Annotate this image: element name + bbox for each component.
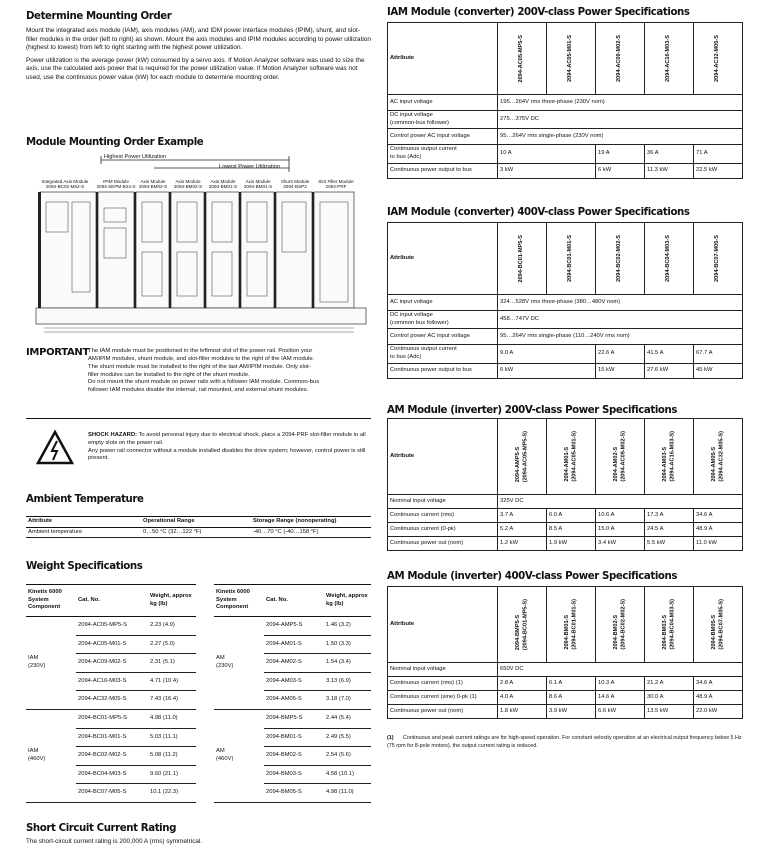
am200-row-value: 24.5 A <box>645 523 694 537</box>
am200-col-label: 2094-AM01-S (2094-AC05-M01-S) <box>563 431 577 482</box>
iam400-col-label: 2094-BC01-M01-S <box>567 235 574 282</box>
important-line: The IAM module must be positioned in the leftmost slot of the power rail. Position your <box>88 348 313 354</box>
am200-col-label: 2094-AM05-S (2094-AC32-M05-S) <box>710 431 724 482</box>
module-label-axis-1: Axis Module 2094-BM02-S <box>138 179 168 190</box>
am400-header-row <box>388 587 743 663</box>
ambient-table <box>26 516 371 538</box>
am400-attr-header: Attribute <box>388 587 498 663</box>
weight-value: 10.1 (22.3) <box>148 784 196 803</box>
weight-cat-no: 2094-BM02-S <box>264 747 324 766</box>
am200-row-value: 6.0 A <box>547 509 596 523</box>
am400-row-value: 4.0 A <box>498 691 547 705</box>
weight-value: 4.71 (10.4) <box>148 672 196 691</box>
iam200-row-value: 6 kW <box>596 163 645 178</box>
iam200-row-value: 19 A <box>596 145 645 163</box>
iam400-col-header <box>498 223 547 295</box>
iam200-row-value: 10 A <box>498 145 596 163</box>
am400-title: AM Module (inverter) 400V-class Power Specifications <box>387 571 678 582</box>
module-label-iam: Integrated Axis Module 2094-BC02-M02-S <box>41 179 89 190</box>
weight-value: 5.03 (11.1) <box>148 728 196 747</box>
iam200-row-label: Continuous power output to bus <box>388 163 498 178</box>
iam200-col-label: 2094-AC05-M01-S <box>567 35 574 82</box>
highest-power-label: Highest Power Utilization <box>104 154 167 160</box>
shock-hazard-text-2: Any power rail connector without a module installed disables the drive system; however, control power is still present. <box>88 447 366 462</box>
am400-col-label: 2094-BM01-S (2094-BC01-M01-S) <box>563 599 577 650</box>
iam400-row <box>388 295 743 311</box>
iam400-row-value: 67.7 A <box>694 345 743 363</box>
iam200-row <box>388 129 743 145</box>
footnote-text: Continuous and peak current ratings are for high-speed operation. For constant velocity operation at an electrical output frequency below 5 Hz (75 rpm for 8-pole motors), the output current rating is reduced. <box>387 735 742 749</box>
iam400-col-header <box>645 223 694 295</box>
weight-cat-no: 2094-AM03-S <box>264 672 324 691</box>
am400-row-value: 10.3 A <box>596 677 645 691</box>
am400-row-value: 13.5 kW <box>645 705 694 719</box>
weight-cat-no: 2094-BM03-S <box>264 765 324 784</box>
am400-col-label: 2094-BM02-S (2094-BC02-M02-S) <box>612 599 626 650</box>
weight-value: 3.13 (6.9) <box>324 672 371 691</box>
shock-hazard-text: To avoid personal injury due to electrical shock, place a 2094-PRF slot-filler module in all empty slots on the power rail. <box>88 432 366 446</box>
determine-title: Determine Mounting Order <box>26 11 172 22</box>
weight-cat-no: 2094-AC05-M01-S <box>76 635 148 654</box>
iam400-row <box>388 345 743 363</box>
module-label-axis-2: Axis Module 2094-BM02-S <box>173 179 203 190</box>
weight-cat-no: 2094-AM02-S <box>264 654 324 673</box>
ambient-title: Ambient Temperature <box>26 494 144 505</box>
weight-cat-no: 2094-AMP5-S <box>264 617 324 636</box>
iam400-row-value: 95…264V rms single-phase (110…240V rms nom) <box>498 329 743 345</box>
ambient-header: Operational Range <box>141 517 251 528</box>
module-label-slot-filler: Slot Filler Module 2094-PRF <box>318 179 354 190</box>
weight-value: 5.08 (11.2) <box>148 747 196 766</box>
am400-row-label: Nominal input voltage <box>388 663 498 677</box>
important-label: IMPORTANT <box>26 347 90 358</box>
iam400-row-value: 458…747V DC <box>498 311 743 329</box>
iam400-row-value: 6 kW <box>498 363 596 378</box>
iam400-header-row <box>388 223 743 295</box>
am400-col-label: 2094-BMP5-S (2094-BC01-MP5-S) <box>514 598 528 651</box>
weight-row <box>26 617 196 636</box>
iam400-col-label: 2094-BC07-M05-S <box>714 235 721 282</box>
iam400-title: IAM Module (converter) 400V-class Power Specifications <box>387 207 690 218</box>
iam400-col-label: 2094-BC02-M02-S <box>616 235 623 282</box>
mounting-diagram <box>34 152 370 342</box>
iam200-row-label: Continuous output current to bus (Adc) <box>388 145 498 163</box>
am200-col-header <box>596 419 645 495</box>
weight-cat-no: 2094-BC04-M03-S <box>76 765 148 784</box>
important-line: The shunt module must be installed to the right of the last AM/IPIM module. Only slot- <box>88 363 311 370</box>
am200-row-value: 5.5 kW <box>645 537 694 551</box>
am200-col-label: 2094-AMP5-S (2094-AC05-MP5-S) <box>514 430 528 483</box>
weight-value: 1.50 (3.3) <box>324 635 371 654</box>
weight-cat-no: 2094-BC01-MP5-S <box>76 709 148 728</box>
weight-value: 2.49 (5.5) <box>324 728 371 747</box>
iam400-row-label: DC input voltage (common bus follower) <box>388 311 498 329</box>
am200-row <box>388 523 743 537</box>
am200-row-label: Continuous power out (nom) <box>388 537 498 551</box>
am400-row <box>388 691 743 705</box>
module-label-shunt: Shunt Module 2094-BSP2 <box>280 179 310 190</box>
iam400-row-value: 41.5 A <box>645 345 694 363</box>
am200-attr-header: Attribute <box>388 419 498 495</box>
ambient-header: Attribute <box>26 517 141 528</box>
important-line: follower IAM modules disable the internal, rail mounted, and external shunt modules. <box>88 387 309 394</box>
iam200-row-value: 36 A <box>645 145 694 163</box>
weight-title: Weight Specifications <box>26 561 143 572</box>
weight-header: Kinetix 6000 System Component <box>26 585 76 617</box>
iam200-row-value: 22.5 kW <box>694 163 743 178</box>
am200-row <box>388 495 743 509</box>
am200-table <box>387 418 743 551</box>
am200-row-value: 3.4 kW <box>596 537 645 551</box>
weight-header: Weight, approx kg (lb) <box>148 585 196 617</box>
am200-row-value: 48.9 A <box>694 523 743 537</box>
iam400-row-label: Continuous output current to bus (Adc) <box>388 345 498 363</box>
am400-row-value: 650V DC <box>498 663 743 677</box>
am400-col-header <box>498 587 547 663</box>
iam200-attr-header: Attribute <box>388 23 498 95</box>
weight-value: 4.58 (10.1) <box>324 765 371 784</box>
ambient-header: Storage Range (nonoperating) <box>251 517 371 528</box>
iam400-table <box>387 222 743 379</box>
short-circuit-text: The short-circuit current rating is 200,000 A (rms) symmetrical. <box>26 838 203 845</box>
iam200-table <box>387 22 743 179</box>
weight-cat-no: 2094-AC05-MP5-S <box>76 617 148 636</box>
am200-row-label: Continuous current (0-pk) <box>388 523 498 537</box>
weight-group-label: AM (460V) <box>214 709 264 802</box>
module-labels <box>34 179 370 193</box>
determine-paragraph-2: Power utilization is the average power (kW) consumed by a servo axis. If Motion Analyzer software was used to size the axis, use the calculated axis power that is required for the power utilization value. If Motion Analyzer software was not used, use the continuous power value (kW) for each module to determine mounting order. <box>26 56 365 81</box>
weight-cat-no: 2094-BC02-M02-S <box>76 747 148 766</box>
iam200-row <box>388 95 743 111</box>
iam200-row-value: 275…375V DC <box>498 111 743 129</box>
iam400-row-value: 45 kW <box>694 363 743 378</box>
iam200-col-header <box>596 23 645 95</box>
iam400-row-label: Continuous power output to bus <box>388 363 498 378</box>
iam200-title: IAM Module (converter) 200V-class Power Specifications <box>387 7 690 18</box>
weight-header: Weight, approx kg (lb) <box>324 585 371 617</box>
iam400-row-value: 324…528V rms three-phase (380…480V nom) <box>498 295 743 311</box>
am400-row-value: 6.6 kW <box>596 705 645 719</box>
am200-row-value: 34.6 A <box>694 509 743 523</box>
weight-cat-no: 2094-AM01-S <box>264 635 324 654</box>
module-label-ipim: IPIM Module 2094-SEPM-B24-S <box>96 179 136 190</box>
important-line: AM/IPIM modules, shunt module, and slot-filler modules to the right of the IAM module. <box>88 355 315 362</box>
weight-value: 9.60 (21.1) <box>148 765 196 784</box>
weight-row <box>26 709 196 728</box>
am200-row-value: 5.2 A <box>498 523 547 537</box>
am200-col-header <box>498 419 547 495</box>
weight-row <box>214 617 371 636</box>
iam400-row-value: 27.6 kW <box>645 363 694 378</box>
am400-table <box>387 586 743 719</box>
divider <box>26 418 371 419</box>
ambient-cell: 0…50 °C (32…122 °F) <box>141 527 251 538</box>
ambient-cell: -40…70 °C (-40…158 °F) <box>251 527 371 538</box>
weight-cat-no: 2094-AC32-M05-S <box>76 691 148 710</box>
weight-cat-no: 2094-BM01-S <box>264 728 324 747</box>
weight-row <box>214 709 371 728</box>
am400-row <box>388 677 743 691</box>
am400-row-value: 2.8 A <box>498 677 547 691</box>
am200-row-value: 11.0 kW <box>694 537 743 551</box>
example-title: Module Mounting Order Example <box>26 137 204 148</box>
iam400-col-label: 2094-BC01-MP5-S <box>518 234 525 283</box>
weight-value: 1.54 (3.4) <box>324 654 371 673</box>
iam400-row-label: Control power AC input voltage <box>388 329 498 345</box>
iam200-row-value: 195…264V rms three-phase (230V nom) <box>498 95 743 111</box>
am200-col-header <box>547 419 596 495</box>
weight-cat-no: 2094-BC01-M01-S <box>76 728 148 747</box>
am200-row-value: 1.9 kW <box>547 537 596 551</box>
iam200-col-label: 2094-AC09-M02-S <box>616 35 623 82</box>
iam200-row-value: 71 A <box>694 145 743 163</box>
iam200-col-header <box>498 23 547 95</box>
iam200-col-label: 2094-AC16-M03-S <box>665 35 672 82</box>
iam200-row-label: Control power AC input voltage <box>388 129 498 145</box>
shock-hazard-label: SHOCK HAZARD: <box>88 432 137 438</box>
iam200-col-label: 2094-AC32-M05-S <box>714 35 721 82</box>
am200-row-label: Continuous current (rms) <box>388 509 498 523</box>
iam200-col-header <box>694 23 743 95</box>
am400-row-value: 6.1 A <box>547 677 596 691</box>
am200-row-value: 10.6 A <box>596 509 645 523</box>
am200-row-value: 15.0 A <box>596 523 645 537</box>
weight-table-am <box>214 584 371 803</box>
am200-row-value: 1.2 kW <box>498 537 547 551</box>
am400-row-label: Continuous current (sine) 0-pk (1) <box>388 691 498 705</box>
am400-row-value: 8.6 A <box>547 691 596 705</box>
am400-row-value: 48.9 A <box>694 691 743 705</box>
am400-row-value: 22.0 kW <box>694 705 743 719</box>
footnote <box>387 735 747 750</box>
iam200-header-row <box>388 23 743 95</box>
weight-group-label: IAM (460V) <box>26 709 76 802</box>
shock-hazard-block <box>26 428 371 472</box>
am400-row-label: Continuous current (rms) (1) <box>388 677 498 691</box>
iam200-col-header <box>547 23 596 95</box>
am400-row <box>388 705 743 719</box>
weight-value: 4.98 (11.0) <box>148 709 196 728</box>
iam400-row-value: 15 kW <box>596 363 645 378</box>
am400-row <box>388 663 743 677</box>
important-line: Do not mount the shunt module on power rails with a follower IAM module. Common-bus <box>88 379 320 386</box>
determine-paragraph-1: Mount the integrated axis module (IAM), axis modules (AM), and IDM power interface modules (IPIM), shunt, and slot-filler modules in the order (left to right) as shown. Mount the axis modules and IPIM modules according to power utilization (highest to lowest) from left to right starting with the highest power utilization. <box>26 27 371 52</box>
weight-cat-no: 2094-BM05-S <box>264 784 324 803</box>
am400-col-header <box>547 587 596 663</box>
am400-row-value: 34.6 A <box>694 677 743 691</box>
weight-cat-no: 2094-AM05-S <box>264 691 324 710</box>
am200-row <box>388 537 743 551</box>
am200-row-value: 3.7 A <box>498 509 547 523</box>
module-label-axis-3: Axis Module 2094-BM01-S <box>208 179 238 190</box>
weight-group-label: IAM (230V) <box>26 617 76 710</box>
important-text <box>88 348 371 395</box>
am200-col-label: 2094-AM02-S (2094-AC09-M02-S) <box>612 431 626 482</box>
iam200-row-value: 3 kW <box>498 163 596 178</box>
iam200-row-label: AC input voltage <box>388 95 498 111</box>
weight-value: 2.54 (5.6) <box>324 747 371 766</box>
lowest-power-label: Lowest Power Utilization <box>219 164 280 170</box>
am400-col-header <box>645 587 694 663</box>
iam200-row-value: 11.3 kW <box>645 163 694 178</box>
weight-value: 7.43 (16.4) <box>148 691 196 710</box>
am200-row-label: Nominal input voltage <box>388 495 498 509</box>
weight-table-iam <box>26 584 196 803</box>
am200-col-header <box>694 419 743 495</box>
weight-value: 2.44 (5.4) <box>324 709 371 728</box>
iam400-row <box>388 363 743 378</box>
am200-header-row <box>388 419 743 495</box>
am200-row-value: 8.5 A <box>547 523 596 537</box>
am400-row-value: 21.2 A <box>645 677 694 691</box>
iam200-row-label: DC input voltage (common-bus follower) <box>388 111 498 129</box>
am200-title: AM Module (inverter) 200V-class Power Specifications <box>387 405 678 416</box>
am200-row <box>388 509 743 523</box>
iam400-row-label: AC input voltage <box>388 295 498 311</box>
weight-header-row <box>214 585 371 617</box>
am400-row-value: 3.9 kW <box>547 705 596 719</box>
am400-col-header <box>596 587 645 663</box>
iam200-col-label: 2094-AC05-MP5-S <box>518 34 525 83</box>
weight-cat-no: 2094-BMP5-S <box>264 709 324 728</box>
module-label-axis-4: Axis Module 2094-BM01-S <box>243 179 273 190</box>
am400-row-value: 14.6 A <box>596 691 645 705</box>
iam400-row-value: 22.6 A <box>596 345 645 363</box>
iam400-col-label: 2094-BC04-M03-S <box>665 235 672 282</box>
iam400-col-header <box>596 223 645 295</box>
am200-col-header <box>645 419 694 495</box>
iam200-col-header <box>645 23 694 95</box>
iam400-row-value: 9.0 A <box>498 345 596 363</box>
important-line: filler modules can be installed to the right of the shunt module. <box>88 371 250 378</box>
am400-col-header <box>694 587 743 663</box>
weight-value: 1.46 (3.2) <box>324 617 371 636</box>
am200-row-value: 17.3 A <box>645 509 694 523</box>
weight-value: 2.27 (5.0) <box>148 635 196 654</box>
iam400-row <box>388 311 743 329</box>
am400-row-value: 30.0 A <box>645 691 694 705</box>
weight-header: Cat. No. <box>76 585 148 617</box>
iam400-row <box>388 329 743 345</box>
am400-row-label: Continuous power out (nom) <box>388 705 498 719</box>
footnote-number: (1) <box>387 735 394 741</box>
weight-value: 3.18 (7.0) <box>324 691 371 710</box>
am200-row-value: 325V DC <box>498 495 743 509</box>
weight-header: Cat. No. <box>264 585 324 617</box>
weight-value: 4.98 (11.0) <box>324 784 371 803</box>
am400-col-label: 2094-BM05-S (2094-BC07-M05-S) <box>710 599 724 650</box>
ambient-cell: Ambient temperature <box>26 527 141 538</box>
iam200-row-value: 95…264V rms single-phase (230V nom) <box>498 129 743 145</box>
iam400-attr-header: Attribute <box>388 223 498 295</box>
am400-row-value: 1.8 kW <box>498 705 547 719</box>
weight-value: 2.31 (5.1) <box>148 654 196 673</box>
weight-header-row <box>26 585 196 617</box>
ambient-row <box>26 527 371 538</box>
weight-cat-no: 2094-AC16-M03-S <box>76 672 148 691</box>
shock-hazard-icon <box>36 430 74 466</box>
am200-col-label: 2094-AM03-S (2094-AC16-M03-S) <box>661 431 675 482</box>
am400-col-label: 2094-BM03-S (2094-BC04-M03-S) <box>661 599 675 650</box>
iam200-row <box>388 111 743 129</box>
ambient-header-row <box>26 517 371 528</box>
weight-header: Kinetix 6000 System Component <box>214 585 264 617</box>
weight-group-label: AM (230V) <box>214 617 264 710</box>
iam400-col-header <box>547 223 596 295</box>
weight-cat-no: 2094-AC09-M02-S <box>76 654 148 673</box>
iam200-row <box>388 145 743 163</box>
left-column <box>26 10 371 86</box>
iam200-row <box>388 163 743 178</box>
short-circuit-title: Short Circuit Current Rating <box>26 823 177 834</box>
weight-value: 2.23 (4.9) <box>148 617 196 636</box>
weight-cat-no: 2094-BC07-M05-S <box>76 784 148 803</box>
iam400-col-header <box>694 223 743 295</box>
